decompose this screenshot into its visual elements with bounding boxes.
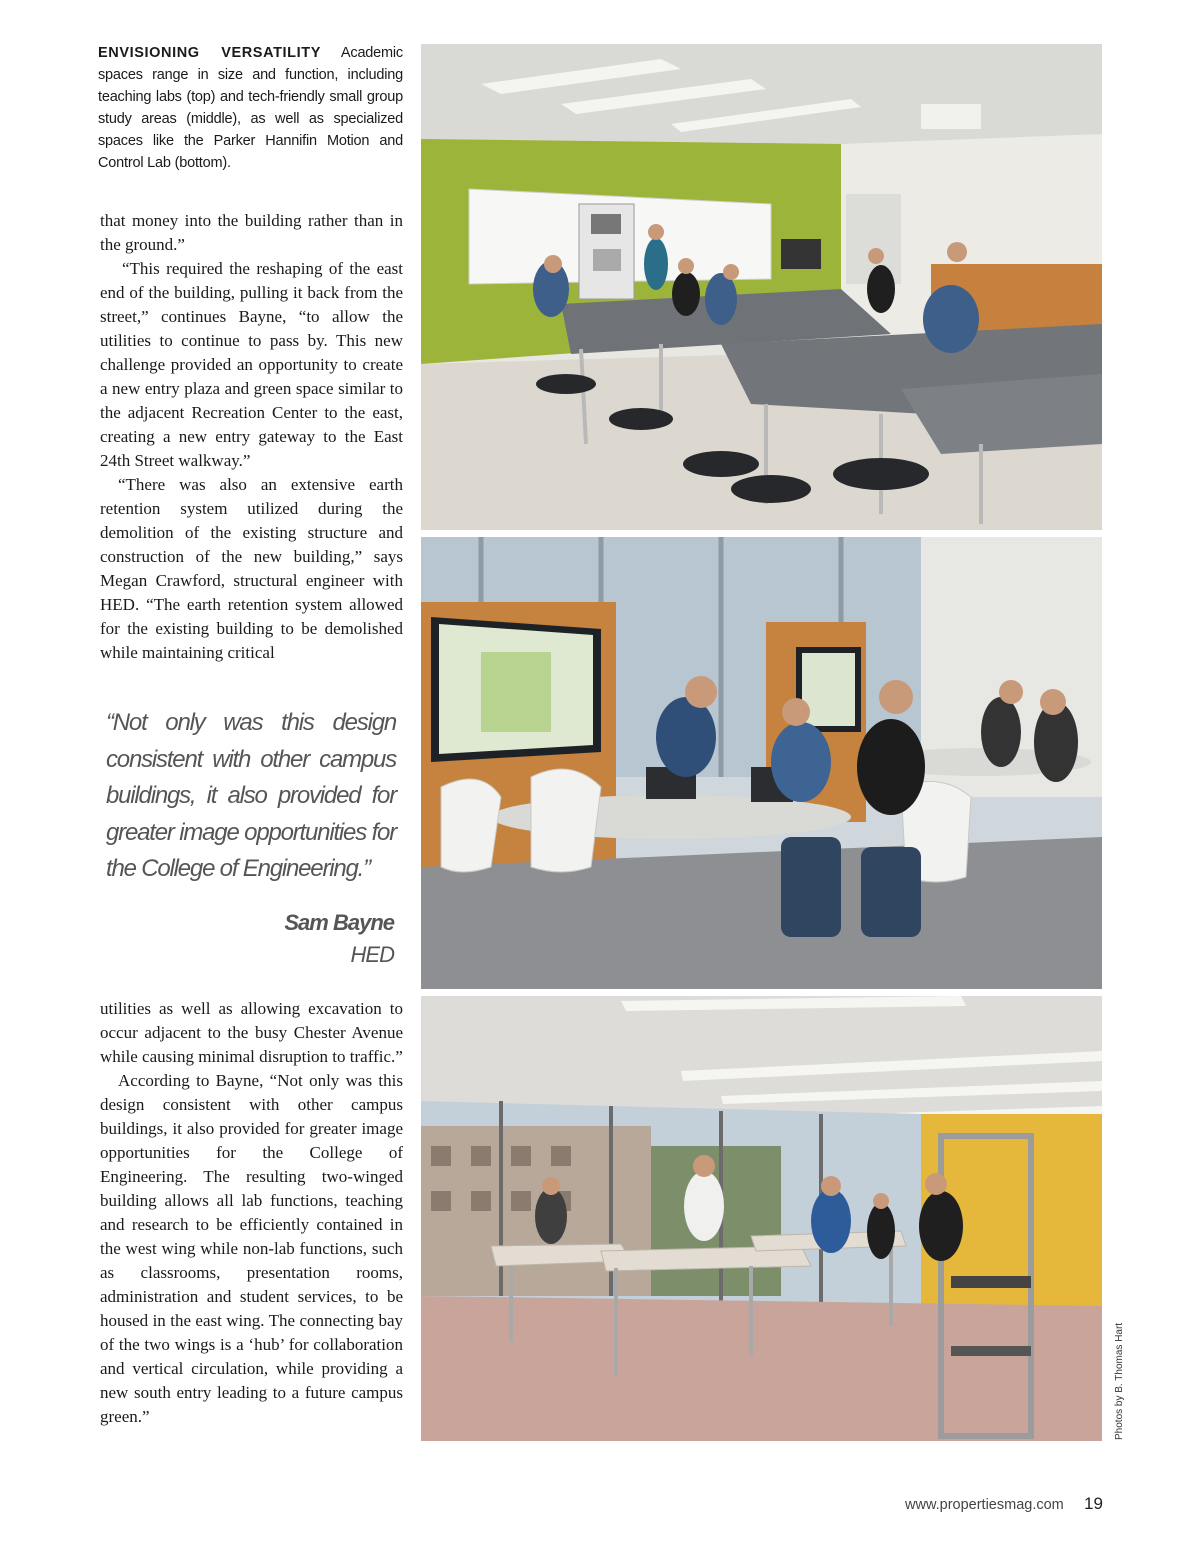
pull-quote-attribution-org: HED [350, 942, 394, 967]
page-number: 19 [1084, 1494, 1103, 1513]
article-paragraph: “There was also an extensive earth retention system utilized during the demolition of the existing structure and construction of the new building,” says Megan Crawford, structural engineer with HED. “The earth retention system allowed for the existing building to be demolished while maintaining critical [100, 475, 403, 662]
teaching-lab-illustration [421, 44, 1102, 530]
article-paragraph: According to Bayne, “Not only was this design consistent with other campus buildings, it also provided for greater image opportunities for the College of Engineering. The resulting two-winged building allows all lab functions, teaching and research to be efficiently contained in the west wing while non-lab functions, such as classrooms, presentation rooms, administration and student services, to be housed in the east wing. The connecting bay of the two wings is a ‘hub’ for collaboration and vertical circulation, while providing a new south entry leading to a future campus green.” [100, 1071, 403, 1426]
article-paragraph: utilities as well as allowing excavation to occur adjacent to the busy Chester Avenue while causing minimal disruption to traffic.” [100, 999, 403, 1066]
motion-control-lab-photo [421, 996, 1102, 1441]
article-paragraph: that money into the building rather than in the ground.” [100, 211, 403, 254]
article-column-top [100, 209, 403, 665]
article-paragraph: “This required the reshaping of the east end of the building, pulling it back from the street,” continues Bayne, “to allow the utilities to continue to pass by. This new challenge provided an opportunity to create a new entry plaza and green space similar to the adjacent Recreation Center to the east, creating a new entry gateway to the East 24th Street walkway.” [100, 259, 403, 470]
caption-text: Academic spaces range in size and function, including teaching labs (top) and tech-friendly small group study areas (middle), as well as specialized spaces like the Parker Hannifin Motion and Control Lab (bottom). [98, 45, 403, 171]
motion-control-lab-illustration [421, 996, 1102, 1441]
study-area-illustration [421, 537, 1102, 989]
teaching-lab-photo [421, 44, 1102, 530]
pull-quote-attribution-name: Sam Bayne [284, 910, 394, 935]
study-area-photo [421, 537, 1102, 989]
photo-credit: Photos by B. Thomas Hart [1114, 1322, 1125, 1440]
photo-caption [98, 42, 403, 174]
pull-quote: “Not only was this design consistent with other campus buildings, it also provided for greater image opportunities for the College of Engineering.” [106, 709, 396, 882]
caption-heading: ENVISIONING VERSATILITY [98, 45, 321, 61]
footer-website: www.propertiesmag.com [905, 1497, 1064, 1513]
article-column-bottom [100, 997, 403, 1429]
